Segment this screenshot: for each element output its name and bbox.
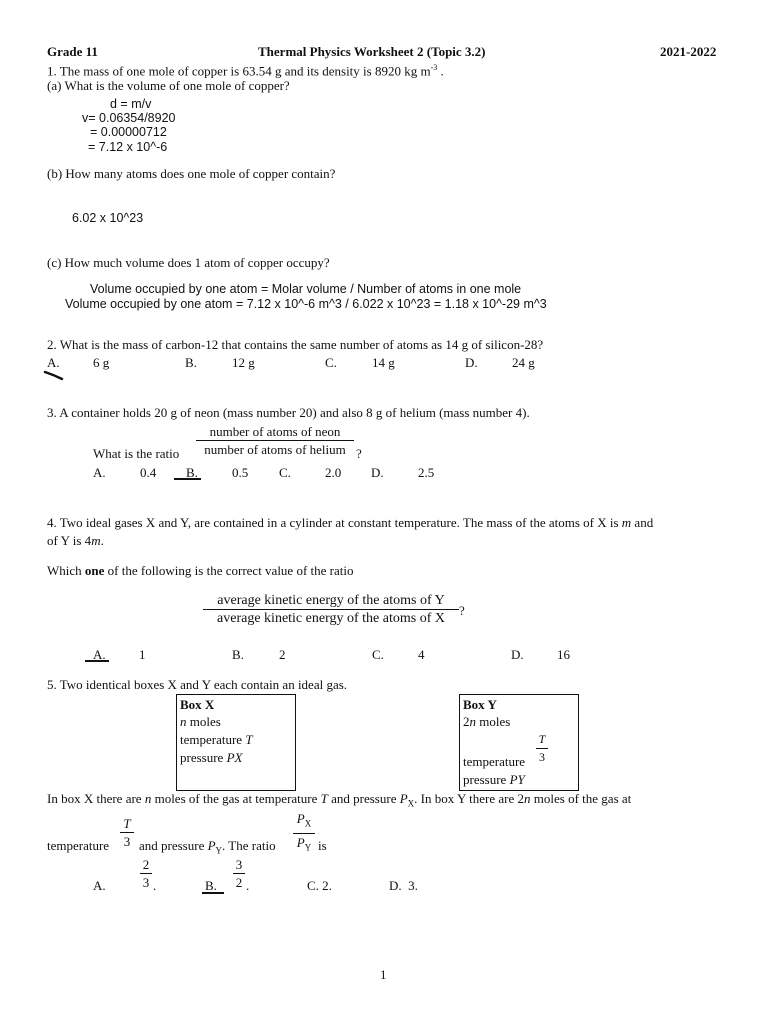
q5-option-c: C. 2.: [307, 878, 332, 893]
q5-option-a-letter: A.: [93, 878, 106, 893]
box-x-temperature: temperature T: [180, 732, 253, 747]
q4-option-c-letter: C.: [372, 647, 384, 662]
q4-option-d-text: 16: [557, 647, 570, 662]
q1a-answer-line: = 0.00000712: [90, 125, 167, 139]
box-x-title: Box X: [180, 697, 215, 712]
q3-option-a-letter: A.: [93, 465, 106, 480]
box-y: [459, 694, 579, 791]
q3-option-a-text: 0.4: [140, 465, 157, 480]
q1c-answer-line: Volume occupied by one atom = 7.12 x 10^-6 m^3 / 6.022 x 10^23 = 1.18 x 10^-29 m^3: [65, 297, 547, 311]
q1c-question: (c) How much volume does 1 atom of copper occupy?: [47, 255, 330, 270]
q5-option-b-letter: B.: [205, 878, 217, 893]
q3-stem: 3. A container holds 20 g of neon (mass number 20) and also 8 g of helium (mass number 4).: [47, 405, 530, 420]
q4-option-b-text: 2: [279, 647, 286, 662]
q3-ratio-prefix: What is the ratio: [93, 446, 180, 461]
q2-option-d-letter: D.: [465, 355, 478, 370]
box-y-moles: 2n moles: [463, 714, 511, 729]
q3-ratio-suffix: ?: [356, 446, 362, 461]
q3-ratio-numerator: number of atoms of neon: [209, 424, 341, 439]
q4-option-a-letter: A.: [93, 647, 106, 662]
q4-ratio-numerator: average kinetic energy of the atoms of Y: [217, 593, 445, 608]
q5-description-line1: In box X there are n moles of the gas at temperature T and pressure $P_X$. In box Y there are 2n moles of the gas at: [47, 791, 632, 809]
q5-pressure-ratio: $P_X$ $P_Y$: [293, 811, 315, 855]
q5-desc-temperature: temperature: [47, 838, 110, 853]
q3-option-b-text: 0.5: [232, 465, 249, 480]
answer-underline: [85, 660, 109, 662]
page-number: 1: [380, 967, 387, 982]
q1-stem: 1. The mass of one mole of copper is 63.54 g and its density is 8920 kg $m^{-3}$ .: [47, 63, 444, 79]
q4-ratio-suffix: ?: [459, 603, 465, 618]
q1a-answer-line: d = m/v: [110, 97, 152, 111]
box-x-moles: n moles: [180, 714, 221, 729]
q1c-answer-line: Volume occupied by one atom = Molar volume / Number of atoms in one mole: [90, 282, 522, 296]
q1a-answer-line: v= 0.06354/8920: [82, 111, 176, 125]
q5-option-a-period: .: [153, 878, 157, 893]
answer-mark: [44, 370, 64, 382]
q1b-question: (b) How many atoms does one mole of copper contain?: [47, 166, 336, 181]
q2-option-c-text: 14 g: [372, 355, 395, 370]
q3-option-d-text: 2.5: [418, 465, 435, 480]
answer-underline: [174, 478, 201, 480]
q3-ratio-denominator: number of atoms of helium: [204, 442, 346, 457]
q4-ratio-denominator: average kinetic energy of the atoms of X: [217, 611, 445, 626]
q4-option-d-letter: D.: [511, 647, 524, 662]
q2-option-b-text: 12 g: [232, 355, 255, 370]
box-y-title: Box Y: [463, 697, 497, 712]
q1b-answer: 6.02 x 10^23: [72, 211, 144, 225]
q1a-answer-line: = 7.12 x 10^-6: [88, 140, 168, 154]
box-x-pressure: pressure PX: [180, 750, 243, 765]
q4-ratio-fraction: [203, 593, 459, 626]
header-year: 2021-2022: [660, 44, 717, 59]
q4-stem-line2: of Y is 4m.: [47, 533, 104, 548]
box-y-temp-fraction: T 3: [536, 732, 548, 765]
q5-desc-pressure: and pressure $P_Y$. The ratio: [139, 838, 276, 856]
q2-option-a-text: 6 g: [93, 355, 110, 370]
q3-option-c-letter: C.: [279, 465, 291, 480]
answer-underline: [202, 892, 224, 894]
q3-option-c-text: 2.0: [325, 465, 342, 480]
q1a-question: (a) What is the volume of one mole of copper?: [47, 78, 290, 93]
q4-option-b-letter: B.: [232, 647, 244, 662]
q4-option-c-text: 4: [418, 647, 425, 662]
q3-ratio-fraction: [196, 424, 354, 457]
q2-stem: 2. What is the mass of carbon-12 that contains the same number of atoms as 14 g of silicon-28?: [47, 337, 544, 352]
q2-option-d-text: 24 g: [512, 355, 535, 370]
q3-option-b-letter: B.: [186, 465, 198, 480]
q5-desc-is: is: [318, 838, 327, 853]
box-x: [176, 694, 296, 791]
q3-option-d-letter: D.: [371, 465, 384, 480]
q5-stem: 5. Two identical boxes X and Y each contain an ideal gas.: [47, 677, 348, 692]
box-y-pressure: pressure PY: [463, 772, 525, 787]
box-y-temperature: temperature: [463, 754, 526, 769]
q4-which: Which one of the following is the correct value of the ratio: [47, 563, 354, 578]
q2-option-a-letter: A.: [47, 355, 60, 370]
q5-option-b-period: .: [246, 878, 250, 893]
q5-option-d: D. 3.: [389, 878, 418, 893]
q4-stem-line1: 4. Two ideal gases X and Y, are contained in a cylinder at constant temperature. The mass of the atoms of X is m and: [47, 515, 654, 530]
q2-option-b-letter: B.: [185, 355, 197, 370]
q2-option-c-letter: C.: [325, 355, 337, 370]
q4-option-a-text: 1: [139, 647, 146, 662]
worksheet-title: Thermal Physics Worksheet 2 (Topic 3.2): [258, 44, 486, 59]
q5-temp-fraction: T 3: [120, 816, 134, 849]
q5-option-a-fraction: 2 3: [140, 857, 152, 890]
header-grade: Grade 11: [47, 44, 98, 59]
q5-option-b-fraction: 3 2: [233, 857, 245, 890]
